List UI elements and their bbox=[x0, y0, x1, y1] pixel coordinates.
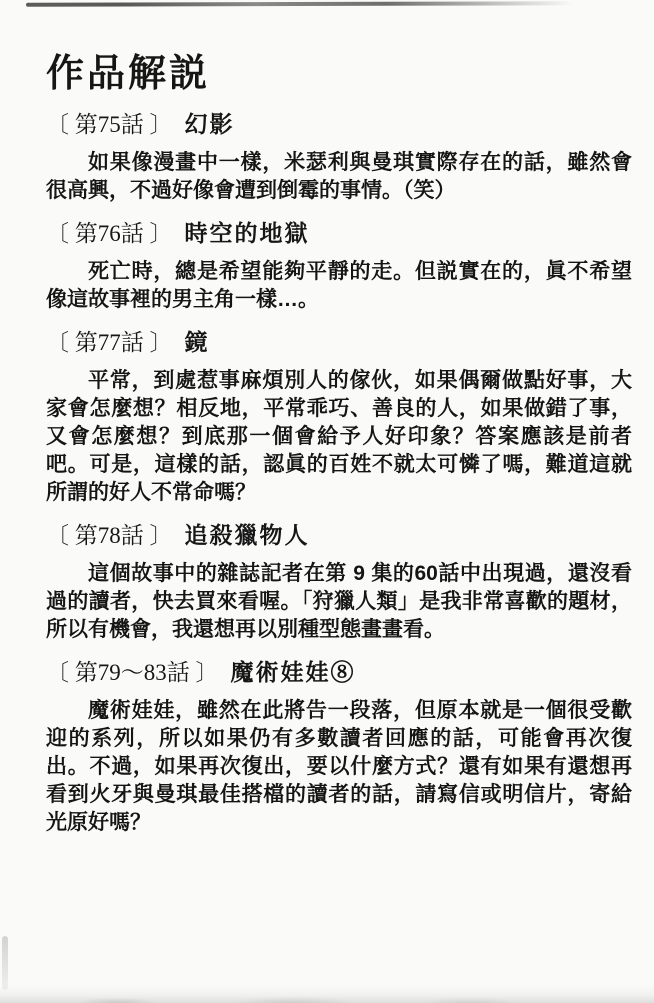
chapter-label: 〔 第77話 〕 bbox=[46, 330, 173, 355]
section-chapter-77 bbox=[46, 328, 632, 507]
section-heading bbox=[46, 521, 632, 551]
section-chapter-78 bbox=[46, 521, 632, 644]
section-body: 平常，到處惹事麻煩別人的傢伙，如果偶爾做點好事，大家會怎麼想？相反地，平常乖巧、善良的人，如果做錯了事，又會怎麼想？到底那一個會給予人好印象？答案應該是前者吧。可是，這樣的話，認眞的百姓不就太可憐了嗎，難道這就所謂的好人不常命嗎？ bbox=[46, 369, 632, 504]
section-body: 死亡時，總是希望能夠平靜的走。但説實在的，眞不希望像這故事裡的男主角一樣…。 bbox=[46, 260, 632, 311]
section-chapter-75 bbox=[46, 110, 632, 205]
chapter-label: 〔 第78話 〕 bbox=[46, 523, 173, 548]
chapter-title: 鏡 bbox=[184, 330, 210, 355]
section-heading bbox=[46, 658, 632, 688]
chapter-label: 〔 第75話 〕 bbox=[46, 112, 173, 137]
chapter-title: 幻影 bbox=[184, 112, 235, 137]
section-chapter-76 bbox=[46, 219, 632, 314]
section-body: 這個故事中的雜誌記者在第 9 集的60話中出現過，還沒看過的讀者，快去買來看喔。「狩獵人類」是我非常喜歡的題材，所以有機會，我還想再以別種型態畫畫看。 bbox=[46, 562, 632, 641]
page-content bbox=[46, 52, 632, 837]
section-heading bbox=[46, 219, 632, 249]
chapter-title: 追殺獵物人 bbox=[184, 523, 310, 548]
scan-artifact-top-edge bbox=[26, 1, 574, 6]
section-heading bbox=[46, 328, 632, 358]
scan-artifact-left-smudge bbox=[2, 936, 8, 990]
chapter-label: 〔 第79～83話 〕 bbox=[46, 660, 219, 685]
section-chapters-79-83 bbox=[46, 658, 632, 837]
page-title: 作品解説 bbox=[46, 53, 211, 95]
scan-artifact-bottom-shadow bbox=[0, 985, 654, 1003]
section-heading bbox=[46, 110, 632, 140]
section-body: 如果像漫畫中一樣，米瑟利與曼琪實際存在的話，雖然會很高興，不過好像會遭到倒霉的事情。（笑） bbox=[46, 151, 632, 202]
section-body: 魔術娃娃，雖然在此將告一段落，但原本就是一個很受歡迎的系列，所以如果仍有多數讀者回應的話，可能會再次復出。不過，如果再次復出，要以什麼方式？還有如果有還想再看到火牙與曼琪最佳搭檔的讀者的話，請寫信或明信片，寄給光原好嗎？ bbox=[46, 699, 632, 834]
chapter-title: 時空的地獄 bbox=[184, 221, 310, 246]
chapter-label: 〔 第76話 〕 bbox=[46, 221, 173, 246]
chapter-title: 魔術娃娃⑧ bbox=[230, 660, 356, 685]
